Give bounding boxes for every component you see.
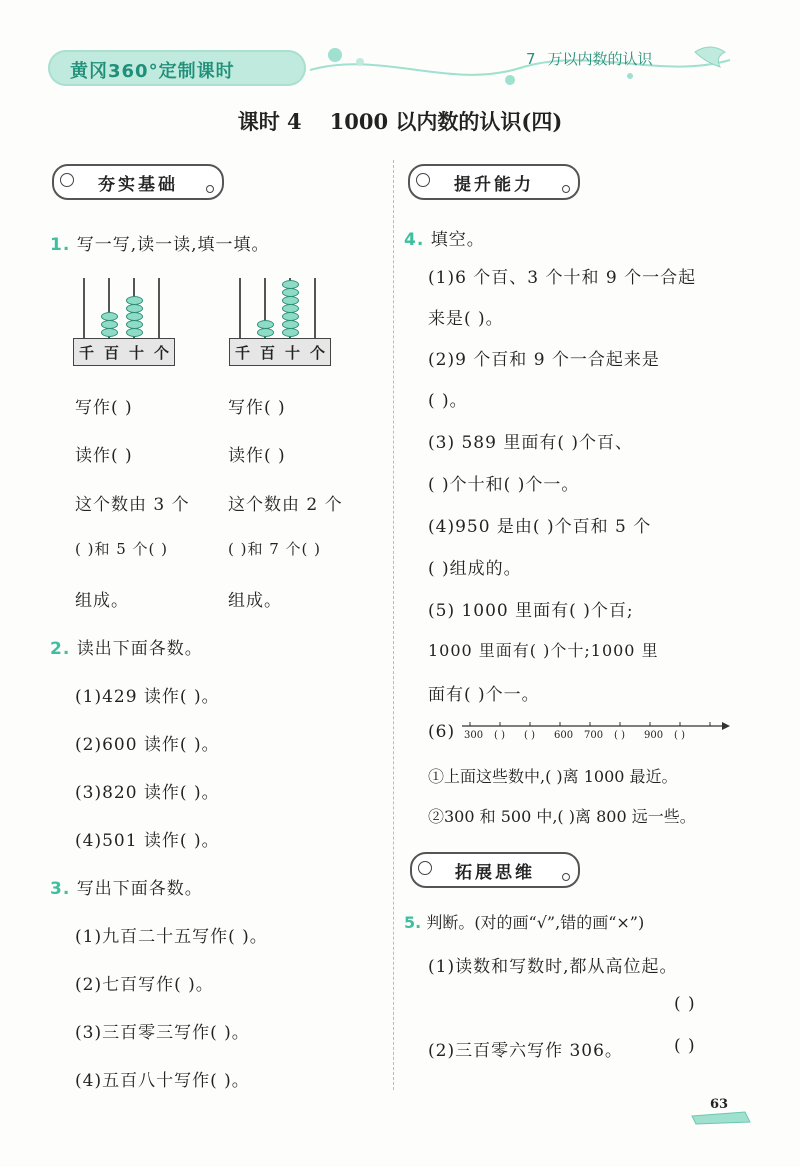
q5-prompt: 判断。(对的画“√”,错的画“×”) [426, 913, 645, 932]
header-decoration [300, 40, 740, 90]
q4-line: (4)950 是由( )个百和 5 个 [428, 517, 652, 537]
section-badge-basic: 夯实基础 [52, 164, 224, 200]
q3-prompt: 写出下面各数。 [76, 879, 203, 899]
q2-item: (3)820 读作( )。 [75, 783, 220, 803]
q1-left-write: 写作( ) [75, 398, 133, 418]
column-divider [393, 160, 394, 1090]
question-1: 1. 写一写,读一读,填一填。 [50, 235, 270, 255]
q4-line: 1000 里面有( )个十;1000 里 [428, 641, 659, 660]
q4-sub2: ②300 和 500 中,( )离 800 远一些。 [428, 807, 696, 826]
q1-left-made1: 这个数由 3 个 [75, 495, 190, 515]
nl-label: 700 [584, 730, 604, 741]
lesson-name: 1000 以内数的认识(四) [329, 109, 563, 134]
q4-line: 来是( )。 [428, 309, 504, 329]
brand-title: 黄冈360°定制课时 [70, 61, 235, 82]
q4-line: (2)9 个百和 9 个一合起来是 [428, 350, 660, 370]
nl-label: ( ) [674, 730, 685, 741]
q2-prompt: 读出下面各数。 [76, 639, 203, 659]
question-4: 4. 填空。 [404, 230, 485, 250]
question-5: 5. 判断。(对的画“√”,错的画“×”) [404, 913, 645, 932]
section-badge-expand: 拓展思维 [410, 852, 580, 888]
q1-left-made3: 组成。 [75, 591, 129, 611]
chapter-number: 7 [526, 50, 536, 68]
q4-sub1: ①上面这些数中,( )离 1000 最近。 [428, 767, 678, 786]
q4-line: ( )组成的。 [428, 559, 522, 579]
question-2: 2. 读出下面各数。 [50, 639, 203, 659]
q5-item2-blank: ( ) [674, 1036, 696, 1056]
number-line [460, 718, 730, 748]
q3-item: (3)三百零三写作( )。 [75, 1023, 250, 1043]
q4-numberline-prefix: (6) [428, 722, 456, 742]
abacus-left [73, 278, 175, 364]
page-number: 63 [710, 1097, 729, 1112]
nl-label: 600 [554, 730, 574, 741]
q1-right-made2: ( )和 7 个( ) [228, 540, 322, 558]
q4-line: 面有( )个一。 [428, 685, 540, 705]
question-3: 3. 写出下面各数。 [50, 879, 203, 899]
q4-line: ( )。 [428, 391, 468, 411]
q4-line: ( )个十和( )个一。 [428, 475, 580, 495]
q4-line: (3) 589 里面有( )个百、 [428, 433, 634, 453]
q1-prompt: 写一写,读一读,填一填。 [76, 235, 270, 255]
nl-label: 300 [464, 730, 484, 741]
q5-item1: (1)读数和写数时,都从高位起。 [428, 957, 678, 977]
q5-item1-blank: ( ) [674, 994, 696, 1014]
nl-label: ( ) [614, 730, 625, 741]
chapter-heading [526, 48, 653, 69]
lesson-label: 课时 4 [237, 109, 302, 134]
section-badge-advance: 提升能力 [408, 164, 580, 200]
nl-label: ( ) [524, 730, 535, 741]
q2-item: (1)429 读作( )。 [75, 687, 220, 707]
lesson-title [0, 106, 800, 136]
q3-item: (2)七百写作( )。 [75, 975, 214, 995]
q4-prompt: 填空。 [430, 230, 485, 250]
nl-label: 900 [644, 730, 664, 741]
q3-item: (4)五百八十写作( )。 [75, 1071, 250, 1091]
q2-item: (4)501 读作( )。 [75, 831, 220, 851]
q5-item2: (2)三百零六写作 306。 [428, 1041, 623, 1061]
abacus-right [229, 278, 331, 364]
abacus-left-labels: 千 百 十 个 [73, 338, 175, 366]
q2-item: (2)600 读作( )。 [75, 735, 220, 755]
q4-line: (1)6 个百、3 个十和 9 个一合起 [428, 268, 697, 288]
q1-left-read: 读作( ) [75, 446, 133, 466]
q4-line: (5) 1000 里面有( )个百; [428, 601, 634, 621]
q1-right-made3: 组成。 [228, 591, 282, 611]
q1-right-read: 读作( ) [228, 446, 286, 466]
q1-right-write: 写作( ) [228, 398, 286, 418]
q3-item: (1)九百二十五写作( )。 [75, 927, 268, 947]
q1-left-made2: ( )和 5 个( ) [75, 540, 169, 558]
nl-label: ( ) [494, 730, 505, 741]
abacus-right-labels: 千 百 十 个 [229, 338, 331, 366]
q1-right-made1: 这个数由 2 个 [228, 495, 343, 515]
chapter-title: 万以内数的认识 [547, 50, 653, 68]
